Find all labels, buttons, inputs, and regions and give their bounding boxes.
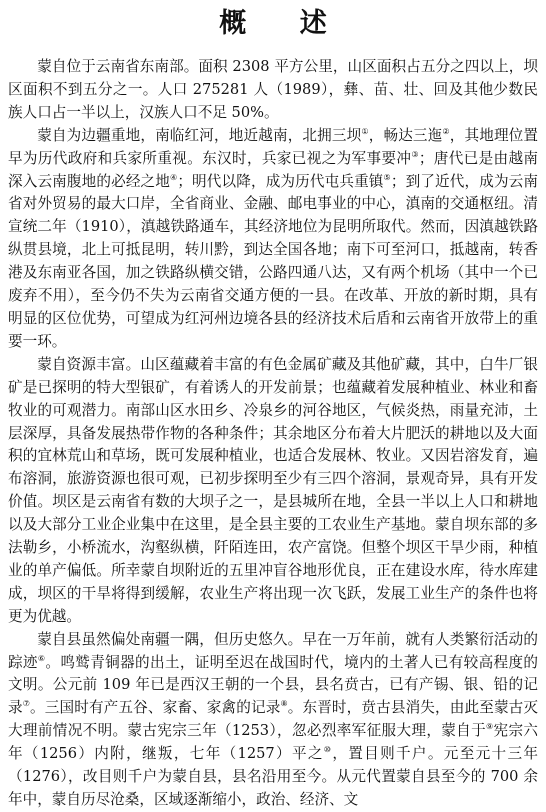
paragraph-text: 蒙自资源丰富。山区蕴藏着丰富的有色金属矿藏及其他矿藏，其中，白牛厂银矿是已探明的特大型银矿，有着诱人的开发前景；也蕴藏着发展种植业、林业和畜牧业的可观潜力。南部山区水田乡、冷泉乡的河谷地区，气候炎热，雨量充沛，土层深厚，具备发展热带作物的各种条件；其余地区分布着大片肥沃的耕地以及大面积的宜林荒山和草场，既可发展种植业，也适合发展林、牧业。又因岩溶发育，遍布溶洞，旅游资源也很可观，已初步探明至少有三四个溶洞，景观奇异，具有开发价值。坝区是云南省有数的大坝子之一，是县城所在地，全县一半以上人口和耕地以及大部分工业企业集中在这里，是全县主要的工农业生产基地。蒙自坝东部的多法勒乡，小桥流水，沟壑纵横，阡陌连田，农产富饶。但整个坝区干旱少雨，种植业的单产偏低。所幸蒙自坝附近的五里冲盲谷地形优良，正在建设水库，待水库建成，坝区的干旱将得到缓解，农业生产将出现一次飞跃，发展工业生产的条件也将更为优越。 <box>8 355 538 625</box>
paragraph-text: ；明代以降，成为历代屯兵重镇 <box>177 172 384 190</box>
footnote-marker: ③ <box>411 149 419 159</box>
paragraph-text: ；到了近代，成为云南省对外贸易的最大口岸，全省商业、金融、邮电事业的中心，滇南的交通枢纽。清宣统二年（1910），滇越铁路通车，其经济地位为昆明所取代。然而，因滇越铁路纵贯县境，北上可抵昆明，转川黔，到达全国各地；南下可至河口，抵越南，转香港及东南亚各国，加之铁路纵横交错，公路四通八达，又有两个机场（其中一个已废弃不用），至今仍不失为云南省交通方便的一县。在改革、开放的新时期，具有明显的区位优势，可望成为红河州边境各县的经济技术后盾和云南省开放带上的重要一环。 <box>8 172 538 350</box>
paragraph-text: ，置目则千户。元至元十三年（1276），改目则千户为蒙自县，县名沿用至今。从元代置蒙自县至今的 700 余年中，蒙自历尽沧桑，区域逐渐缩小，政治、经济、文 <box>8 745 538 808</box>
footnote-marker: ② <box>442 126 450 136</box>
footnote-marker: ① <box>361 126 369 136</box>
paragraph-text: ，其地理位置早为历代政府和兵家所重视。东汉时，兵家已视之为军事要冲 <box>8 126 539 167</box>
body-text <box>8 56 538 812</box>
paragraph-text: 。鸣鹫青铜器的出土，证明至迟在战国时代，境内的土著人已有较高程度的文明。公元前 109 年已是西汉王朝的一个县，县名贲古，已有产锡、银、铅的记录 <box>8 653 538 717</box>
footnote-marker: ⑧ <box>280 699 288 709</box>
footnote-marker: ⑤ <box>383 172 391 182</box>
paragraph-text: 。东晋时，贲古县消失，由此至蒙古灭大理前情况不明。蒙古宪宗三年（1253），忽必烈率军征服大理，蒙自于 <box>8 699 538 740</box>
footnote-marker: ⑩ <box>323 745 333 755</box>
paragraph <box>8 56 538 125</box>
paragraph-text: 。三国时有产五谷、家畜、家禽的记录 <box>30 699 281 717</box>
footnote-marker: ⑥ <box>37 653 46 663</box>
page-title: 概 述 <box>219 8 349 39</box>
paragraph-text: 蒙自县虽然偏处南疆一隅，但历史悠久。早在一万年前，就有人类繁衍活动的踪迹 <box>8 630 538 671</box>
paragraph <box>8 629 538 812</box>
footnote-marker: ④ <box>170 172 178 182</box>
paragraph-text: ；唐代已是由越南深入云南腹地的必经之地 <box>8 149 538 190</box>
paragraph-text: 蒙自为边疆重地，南临红河，地近越南，北拥三坝 <box>37 126 362 144</box>
footnote-marker: ⑨ <box>486 722 494 732</box>
paragraph-text: ，畅达三迤 <box>368 126 443 144</box>
paragraph <box>8 354 538 629</box>
footnote-marker: ⑦ <box>22 699 31 709</box>
paragraph-text: 蒙自位于云南省东南部。面积 2308 平方公里，山区面积占五分之四以上，坝区面积不到五分之一。人口 275281 人（1989），彝、苗、壮、回及其他少数民族人口占一半以上，汉族人口不足 50%。 <box>8 58 538 121</box>
paragraph-text: 宪宗六年（1256）内附，继叛，七年（1257）平之 <box>8 722 538 763</box>
paragraph <box>8 125 538 354</box>
